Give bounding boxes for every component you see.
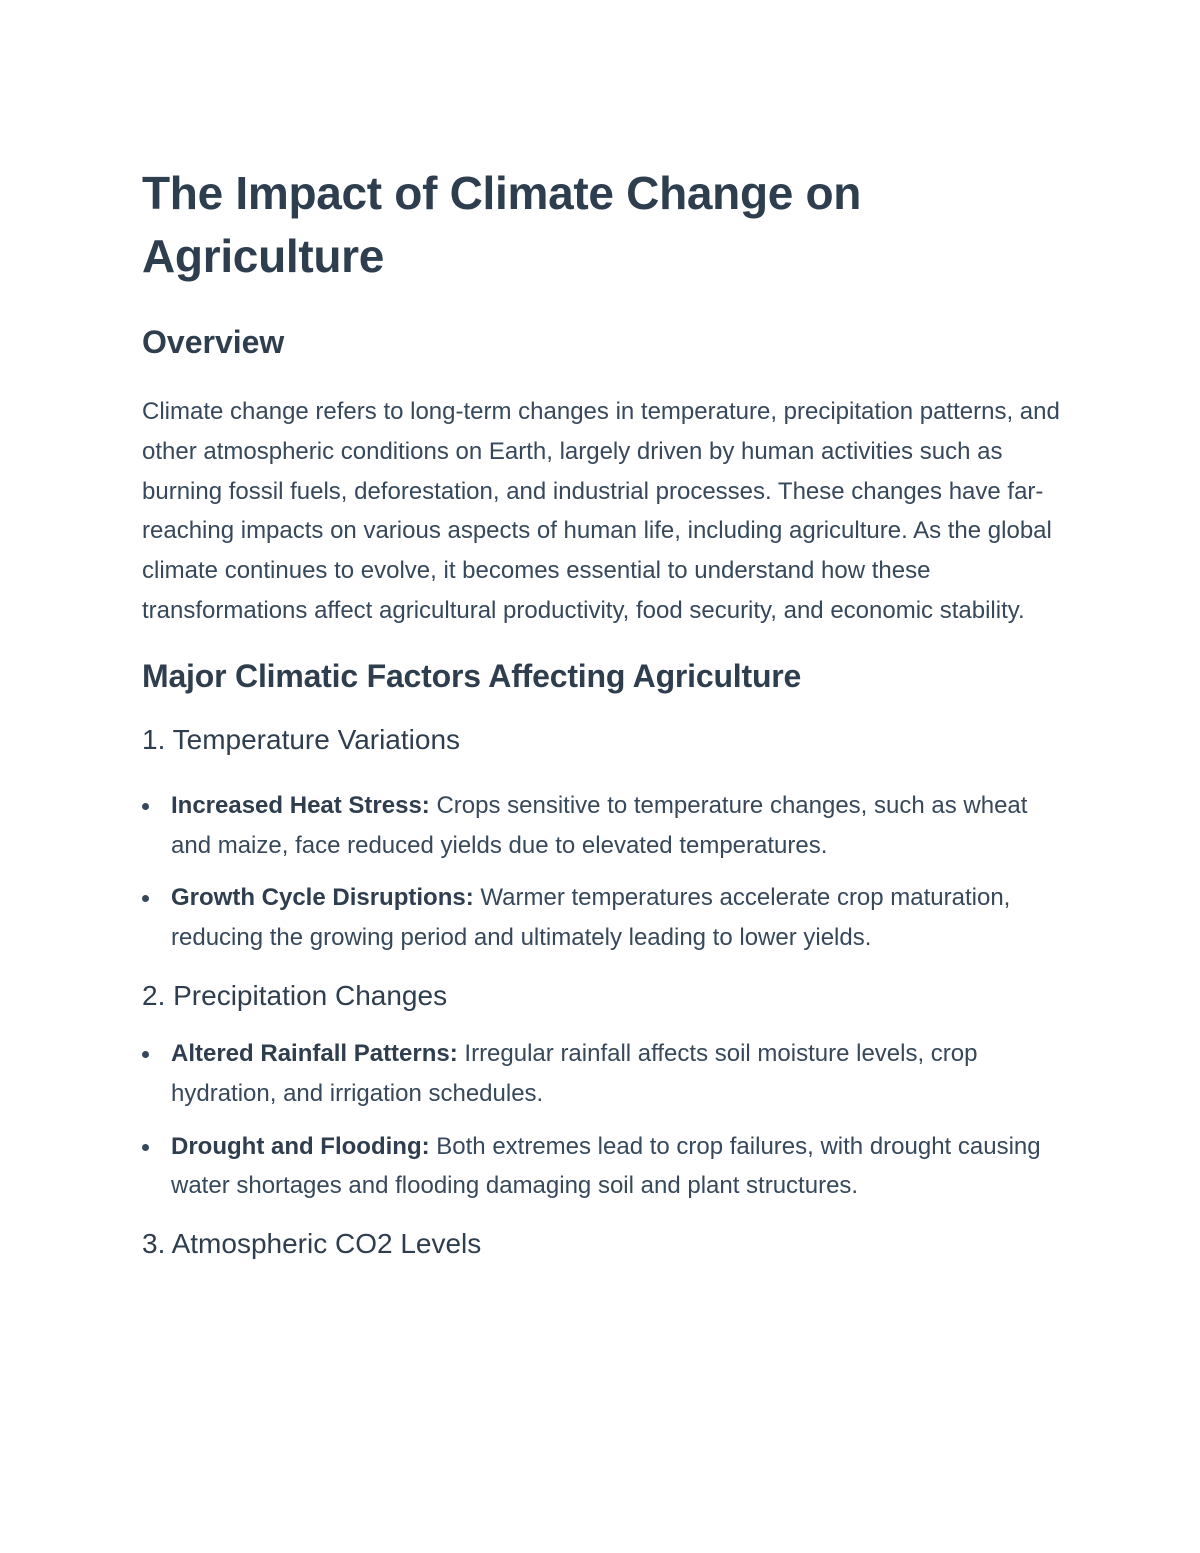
list-item [142, 1127, 1072, 1207]
section-heading-co2: 3. Atmospheric CO2 Levels [142, 1228, 482, 1260]
bullet-icon [142, 1051, 149, 1058]
list-item-label: Altered Rainfall Patterns: [171, 1039, 458, 1067]
list-item-label: Drought and Flooding: [171, 1132, 430, 1160]
list-item-text: Crops sensitive to temperature changes, such as wheat and maize, face reduced yields due to elevated temperatures. [171, 791, 1028, 859]
list-item [142, 1034, 1072, 1114]
list-item [142, 878, 1072, 958]
overview-heading: Overview [142, 324, 285, 360]
bullet-icon [142, 1144, 149, 1151]
overview-paragraph: Climate change refers to long-term changes in temperature, precipitation patterns, and other atmospheric conditions on Earth, largely driven by human activities such as burning fossil fuels, deforestation, and industrial processes. These changes have far-reaching impacts on various aspects of human life, including agriculture. As the global climate continues to evolve, it becomes essential to understand how these transformations affect agricultural productivity, food security, and economic stability. [142, 398, 1060, 624]
list-item-text: Warmer temperatures accelerate crop maturation, reducing the growing period and ultimately leading to lower yields. [171, 884, 1011, 952]
document-page [142, 162, 1072, 1262]
bullet-icon [142, 803, 149, 810]
section-heading-precipitation: 2. Precipitation Changes [142, 979, 448, 1011]
major-factors-heading: Major Climatic Factors Affecting Agriculture [142, 657, 802, 694]
list-item-text: Both extremes lead to crop failures, with drought causing water shortages and flooding damaging soil and plant structures. [171, 1132, 1041, 1200]
bullet-icon [142, 895, 149, 902]
precipitation-list [142, 1034, 1072, 1206]
section-heading-temperature: 1. Temperature Variations [142, 723, 461, 755]
list-item-label: Increased Heat Stress: [171, 791, 430, 819]
list-item-text: Irregular rainfall affects soil moisture levels, crop hydration, and irrigation schedules. [171, 1039, 978, 1107]
document-title: The Impact of Climate Change on Agriculture [142, 167, 862, 282]
temperature-list [142, 786, 1072, 958]
list-item-label: Growth Cycle Disruptions: [171, 884, 474, 912]
list-item [142, 786, 1072, 866]
